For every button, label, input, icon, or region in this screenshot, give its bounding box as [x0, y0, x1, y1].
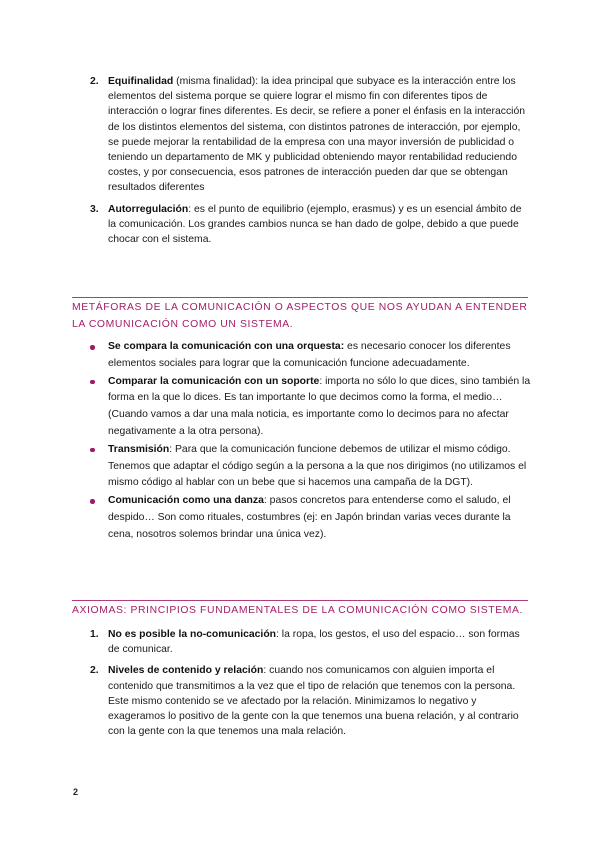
item-text: (misma finalidad): la idea principal que subyace es la interacción entre los elementos del sistema porque se quiere lograr el mismo fin con diferentes tipos de interacción o lograr fines diferentes. Es decir, se refiere a poner el énfasis en la interacción de los distintos elementos del sistema, con distintos patrones de interacción, por ejemplo, se puede mejorar la rentabilidad de la empresa con una mayor inversión de publicidad o teniendo un departamento de MK y publicidad obteniendo mayor rentabilidad reduciendo costes, y por consecuencia, esos patrones de interacción pueden dar que se obtengan resultados diferentes	[108, 76, 526, 194]
list-item-danza	[80, 493, 532, 543]
page-number: 2	[73, 787, 79, 797]
bullet-icon	[90, 448, 95, 453]
section-heading-metaforas: METÁFORAS DE LA COMUNICACIÓN O ASPECTOS QUE NOS AYUDAN A ENTENDER LA COMUNICACIÓN COMO UN SISTEMA.	[72, 297, 528, 333]
item-term: Niveles de contenido y relación	[108, 665, 264, 677]
item-term: Autorregulación	[108, 203, 189, 215]
item-term: No es posible la no-comunicación	[108, 629, 277, 640]
item-text: : la ropa, los gestos, el uso del espacio… son formas de comunicar.	[108, 629, 520, 656]
numbered-list-properties	[80, 74, 532, 253]
list-item-equifinalidad	[80, 74, 532, 196]
list-item-no-comunicacion	[80, 627, 532, 657]
item-text: : Para que la comunicación funcione debemos de utilizar el mismo código. Tenemos que adaptar el código según a la persona a la que nos dirigimos (no utilizamos el mismo código al hablar con un bebe que si hacemos una campaña de la DGT).	[108, 443, 527, 489]
item-text: : pasos concretos para entenderse como el saludo, el despido… Son como rituales, costumbres (ej: en Japón brindan varias veces durante la cena, nosotros solemos brindar una única vez).	[108, 495, 511, 540]
section-heading-axiomas: AXIOMAS: PRINCIPIOS FUNDAMENTALES DE LA COMUNICACIÓN COMO SISTEMA.	[72, 600, 528, 619]
list-item-soporte	[80, 374, 532, 441]
list-item-orquesta	[80, 339, 532, 373]
bullet-icon	[90, 380, 95, 385]
bullet-icon	[90, 499, 95, 504]
bullet-list-metaforas	[80, 339, 532, 545]
list-item-niveles	[80, 663, 532, 739]
numbered-list-axiomas	[80, 627, 532, 745]
item-term: Se compara la comunicación con una orquesta:	[108, 341, 345, 352]
item-term: Transmisión	[108, 443, 170, 455]
item-text: : es el punto de equilibrio (ejemplo, erasmus) y es un esencial ámbito de la comunicación. Los grandes cambios nunca se han dado de golpe, debido a que puede chocar con el sistema.	[108, 203, 522, 246]
item-number: 1.	[90, 629, 99, 640]
item-text: : importa no sólo lo que dices, sino también la forma en la que lo dices. Es tan importante lo que decimos como la forma, el medio… (Cuando vamos a dar una mala noticia, es importante como lo decimos para no afectar negativamente a la otra persona).	[108, 375, 531, 437]
item-text: : cuando nos comunicamos con alguien importa el contenido que transmitimos a la vez que el tipo de relación que tenemos con la persona. Este mismo contenido se ve afectado por la relación. Minimizamos lo negativo y exageramos lo positivo de la gente con la que tenemos una buena relación, y al contrario con la gente con la que tenemos una mala relación.	[108, 665, 519, 738]
item-term: Comunicación como una danza	[108, 495, 264, 507]
list-item-transmision	[80, 442, 532, 492]
item-number: 3.	[90, 203, 99, 215]
item-number: 2.	[90, 665, 99, 677]
bullet-icon	[90, 345, 95, 350]
item-text: es necesario conocer los diferentes elementos sociales para lograr que la comunicación funcione adecuadamente.	[108, 341, 511, 369]
item-number: 2.	[90, 76, 99, 87]
item-term: Equifinalidad	[108, 76, 174, 87]
item-term: Comparar la comunicación con un soporte	[108, 375, 320, 387]
list-item-autorregulacion	[80, 202, 532, 248]
